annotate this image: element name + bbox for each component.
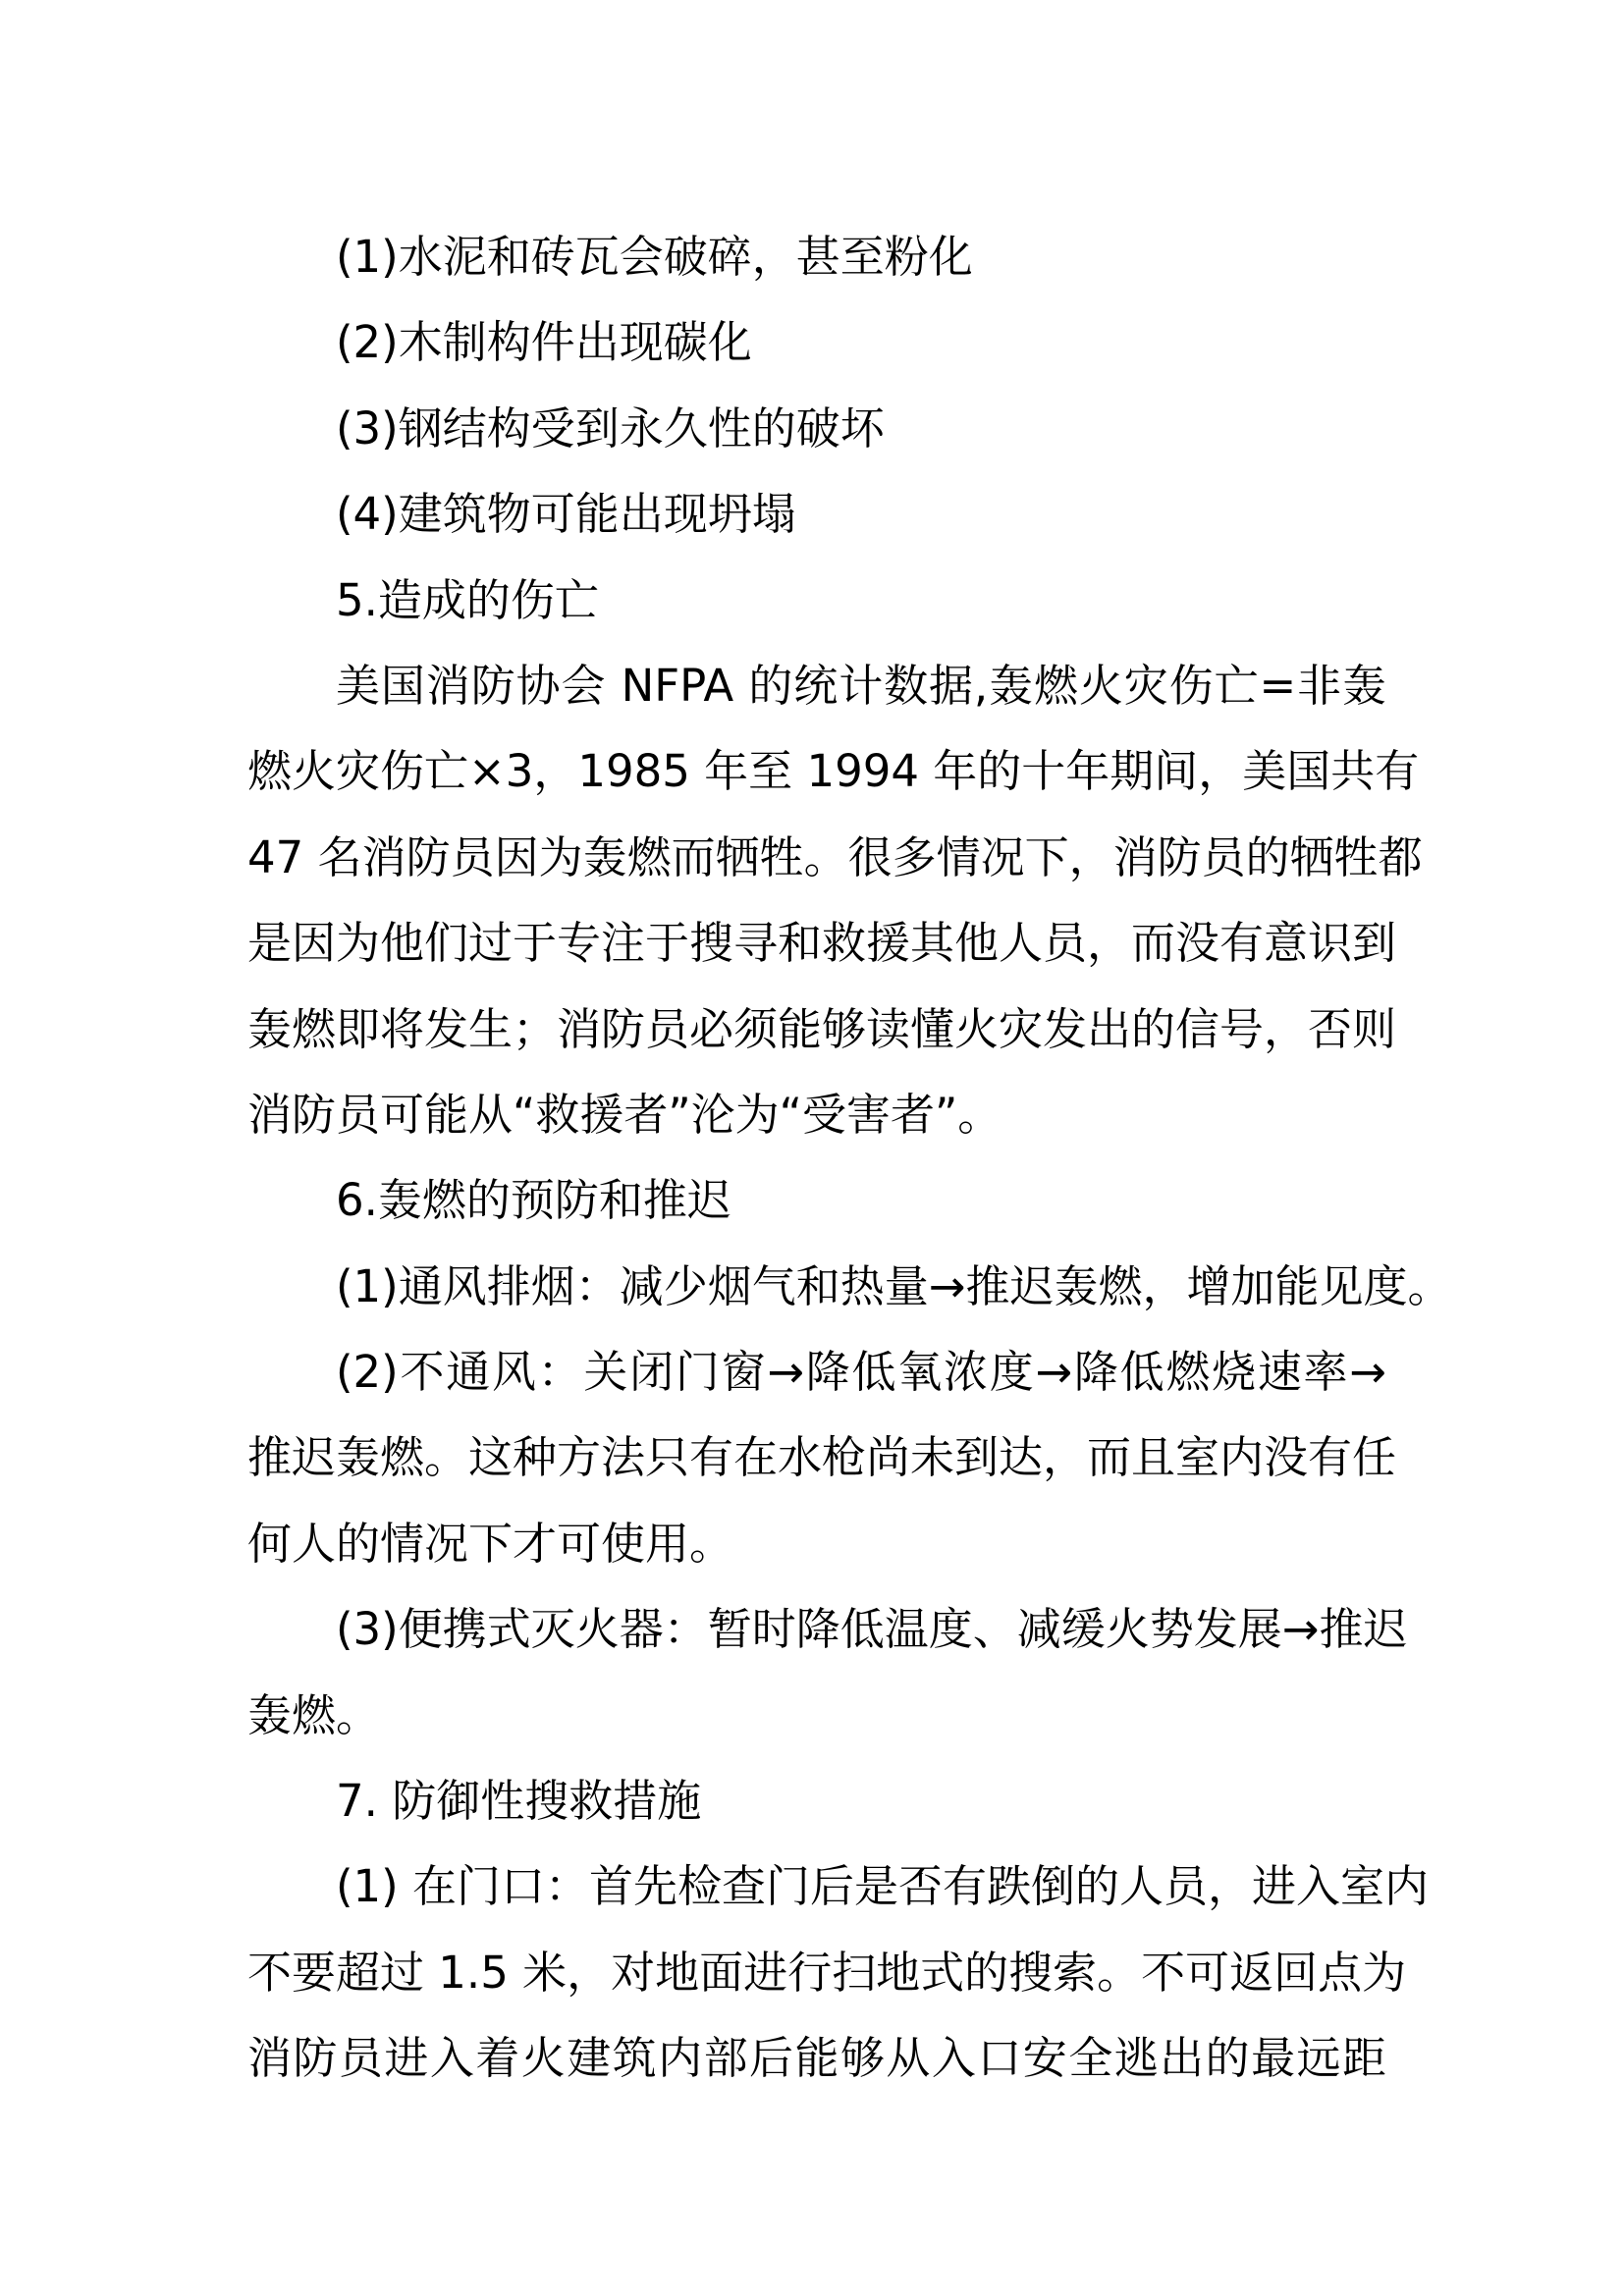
paragraph-line: 何人的情况下才可使用。 [247, 1517, 734, 1570]
paragraph-line: 47 名消防员因为轰燃而牺牲。很多情况下，消防员的牺牲都 [247, 830, 1423, 883]
paragraph-line: 推迟轰燃。这种方法只有在水枪尚未到达，而且室内没有任 [247, 1431, 1397, 1484]
paragraph-line: 燃火灾伤亡×3，1985 年至 1994 年的十年期间，美国共有 [247, 745, 1420, 798]
paragraph-line: 轰燃即将发生；消防员必须能够读懂火灾发出的信号，否则 [247, 1002, 1397, 1055]
list-item-wood: (2)木制构件出现碳化 [336, 316, 752, 369]
paragraph-line: 美国消防协会 NFPA 的统计数据,轰燃火灾伤亡=非轰 [336, 659, 1386, 712]
paragraph-line: (1) 在门口：首先检查门后是否有跌倒的人员，进入室内 [336, 1860, 1430, 1913]
list-item-collapse: (4)建筑物可能出现坍塌 [336, 488, 796, 541]
paragraph-line: 消防员可能从“救援者”沦为“受害者”。 [247, 1088, 1002, 1141]
paragraph-line: 消防员进入着火建筑内部后能够从入口安全逃出的最远距 [247, 2032, 1386, 2085]
section-heading-defensive-search: 7. 防御性搜救措施 [336, 1775, 702, 1828]
section-heading-casualties: 5.造成的伤亡 [336, 573, 599, 626]
list-item-cement: (1)水泥和砖瓦会破碎，甚至粉化 [336, 231, 973, 283]
paragraph-line: 轰燃。 [247, 1688, 381, 1741]
paragraph-line: (1)通风排烟：减少烟气和热量→推迟轰燃，增加能见度。 [336, 1259, 1452, 1312]
list-item-steel: (3)钢结构受到永久性的破坏 [336, 401, 885, 454]
paragraph-line: 是因为他们过于专注于搜寻和救援其他人员，而没有意识到 [247, 917, 1397, 970]
paragraph-line: (2)不通风：关闭门窗→降低氧浓度→降低燃烧速率→ [336, 1346, 1386, 1399]
paragraph-line: 不要超过 1.5 米，对地面进行扫地式的搜索。不可返回点为 [247, 1946, 1407, 1999]
document-body [247, 214, 1452, 2102]
section-heading-prevention: 6.轰燃的预防和推迟 [336, 1174, 731, 1227]
paragraph-line: (3)便携式灭火器：暂时降低温度、减缓火势发展→推迟 [336, 1603, 1408, 1656]
